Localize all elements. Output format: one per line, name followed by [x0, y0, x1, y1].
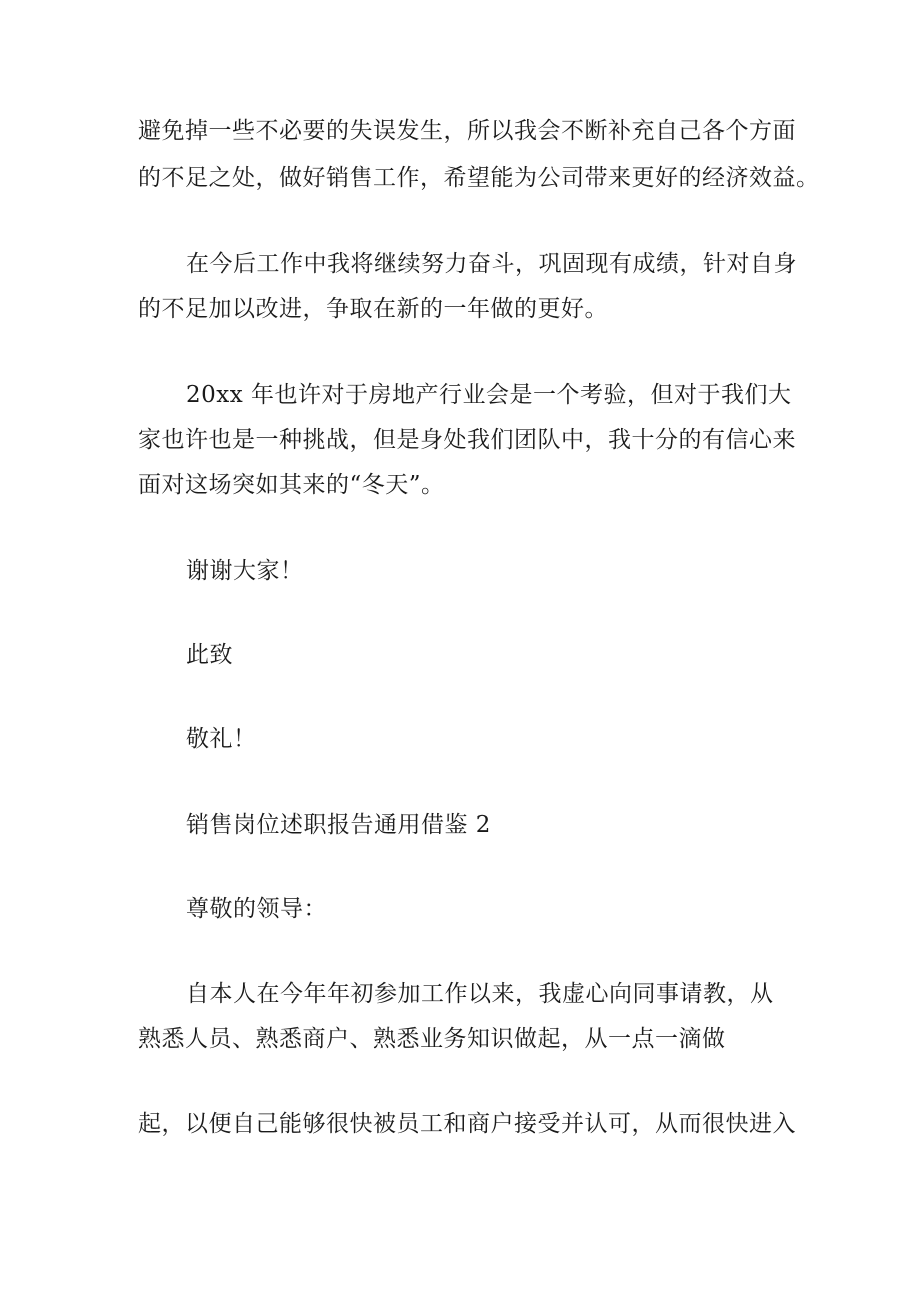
- paragraph-1-line-2: 的不足之处，做好销售工作，希望能为公司带来更好的经济效益。: [138, 165, 820, 191]
- salutation: 尊敬的领导：: [186, 896, 327, 922]
- section-heading: 销售岗位述职报告通用借鉴 2: [186, 812, 491, 838]
- paragraph-9-line-1: 自本人在今年年初参加工作以来，我虚心向同事请教，从: [186, 981, 774, 1007]
- paragraph-3-line-1: 20xx 年也许对于房地产行业会是一个考验，但对于我们大: [186, 382, 792, 408]
- paragraph-5-line-1: 此致: [186, 642, 233, 668]
- paragraph-10-line-1: 起，以便自己能够很快被员工和商户接受并认可，从而很快进入: [138, 1111, 796, 1137]
- paragraph-4-line-1: 谢谢大家！: [186, 558, 304, 584]
- paragraph-3-line-3: 面对这场突如其来的“冬天”。: [138, 472, 445, 498]
- paragraph-9-line-2: 熟悉人员、熟悉商户、熟悉业务知识做起，从一点一滴做: [138, 1026, 726, 1052]
- paragraph-1-line-1: 避免掉一些不必要的失误发生，所以我会不断补充自己各个方面: [138, 118, 796, 144]
- paragraph-2-line-1: 在今后工作中我将继续努力奋斗，巩固现有成绩，针对自身: [186, 251, 797, 277]
- paragraph-6-line-1: 敬礼！: [186, 726, 257, 752]
- paragraph-3-line-2: 家也许也是一种挑战，但是身处我们团队中，我十分的有信心来: [138, 427, 796, 453]
- paragraph-2-line-2: 的不足加以改进，争取在新的一年做的更好。: [138, 296, 608, 322]
